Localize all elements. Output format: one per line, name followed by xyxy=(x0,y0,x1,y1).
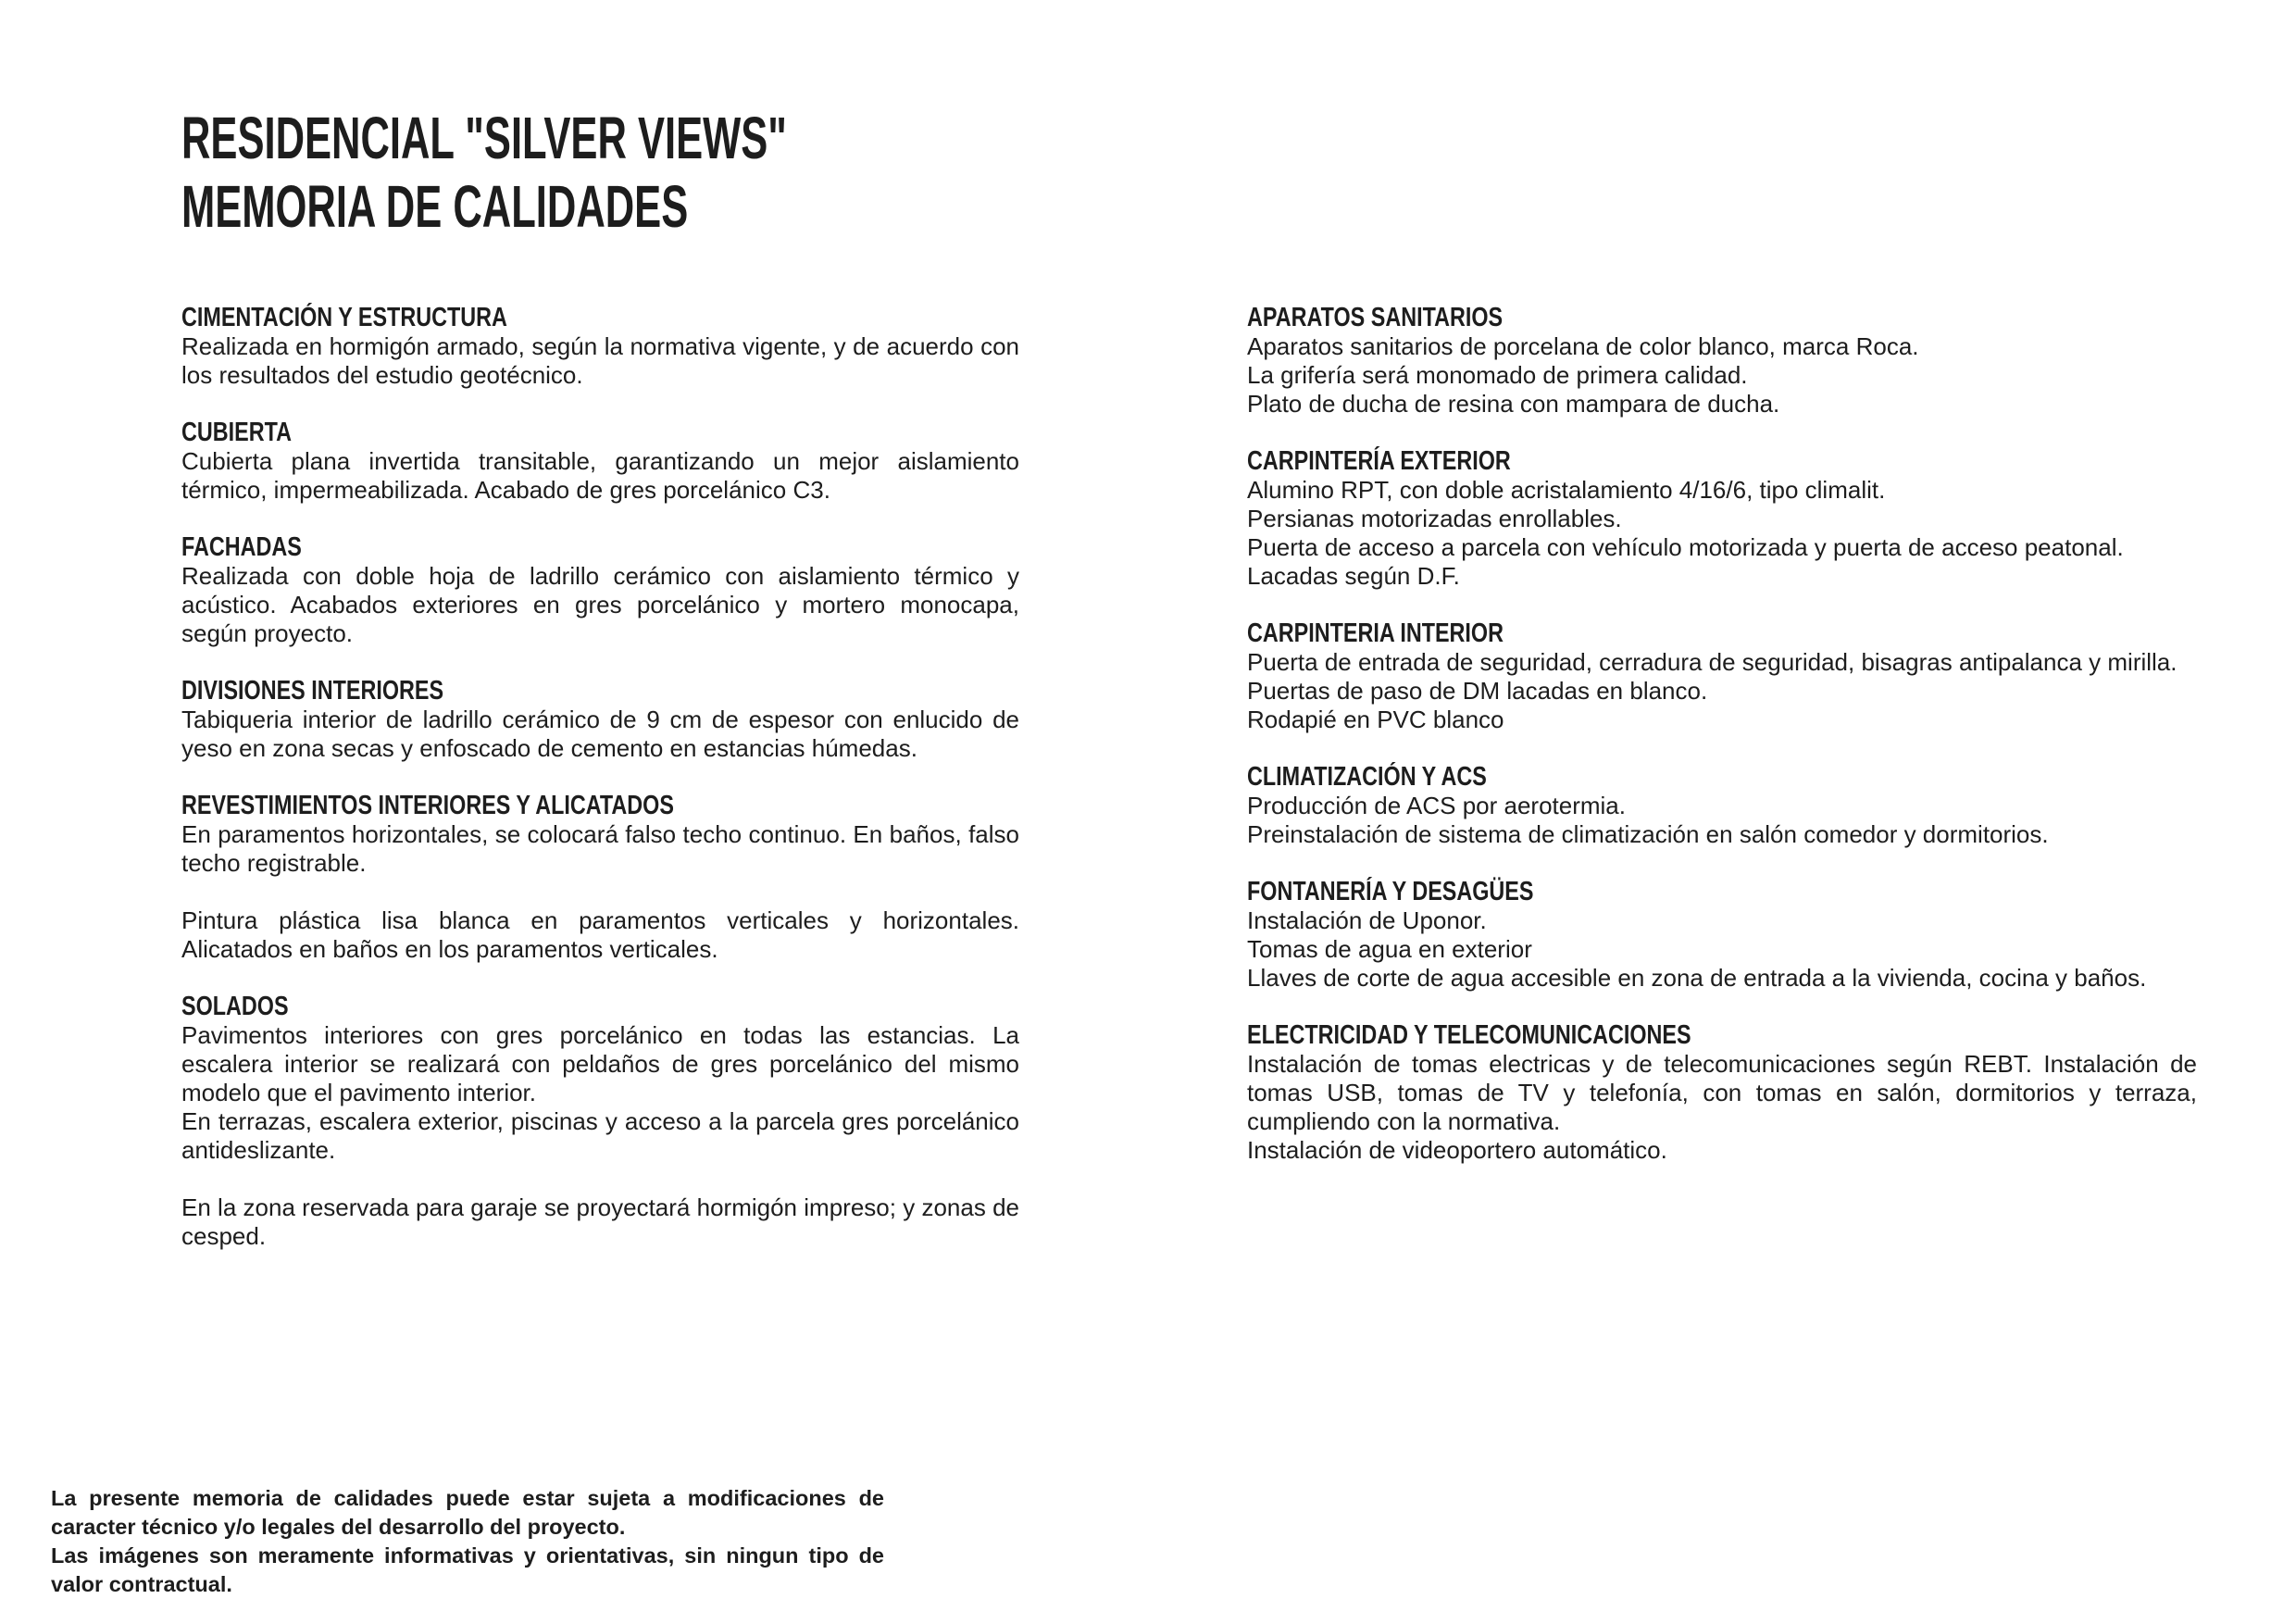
spec-section xyxy=(1247,763,2197,849)
section-heading-text: CUBIERTA xyxy=(181,418,293,447)
spec-section xyxy=(1247,1021,2197,1165)
section-paragraph: Cubierta plana invertida transitable, garantizando un mejor aislamiento térmico, impermeabilizada. Acabado de gres porcelánico C3. xyxy=(181,447,1019,504)
section-heading xyxy=(181,792,1019,820)
section-paragraph: Plato de ducha de resina con mampara de ducha. xyxy=(1247,390,1780,418)
spec-section xyxy=(1247,619,2197,734)
section-paragraph: Instalación de tomas electricas y de telecomunicaciones según REBT. Instalación de tomas USB, tomas de TV y telefonía, con tomas en salón, dormitorios y terraza, cumpliendo con la normativa. xyxy=(1247,1050,2197,1135)
title-line-2 xyxy=(181,172,1072,241)
section-paragraph: La grifería será monomado de primera calidad. xyxy=(1247,361,1748,389)
section-heading xyxy=(1247,447,2197,476)
section-heading-text: APARATOS SANITARIOS xyxy=(1247,303,1504,332)
document-title xyxy=(181,104,1072,241)
section-heading-text: ELECTRICIDAD Y TELECOMUNICACIONES xyxy=(1247,1020,1691,1050)
section-paragraph: En paramentos horizontales, se colocará falso techo continuo. En baños, falso techo registrable. xyxy=(181,820,1019,877)
section-paragraph: Realizada con doble hoja de ladrillo cerámico con aislamiento térmico y acústico. Acabados exteriores en gres porcelánico y mortero monocapa, según proyecto. xyxy=(181,562,1019,647)
section-paragraph: Instalación de Uponor. xyxy=(1247,906,1487,934)
section-paragraph: Tabiqueria interior de ladrillo cerámico de 9 cm de espesor con enlucido de yeso en zona secas y enfoscado de cemento en estancias húmedas. xyxy=(181,706,1019,762)
spec-section xyxy=(181,993,1019,1251)
section-paragraph: En terrazas, escalera exterior, piscinas y acceso a la parcela gres porcelánico antideslizante. xyxy=(181,1107,1019,1164)
section-paragraph: Puerta de acceso a parcela con vehículo motorizada y puerta de acceso peatonal. xyxy=(1247,533,2124,561)
section-heading xyxy=(1247,1021,2197,1050)
section-paragraph: Producción de ACS por aerotermia. xyxy=(1247,792,1626,819)
section-paragraph: Preinstalación de sistema de climatización en salón comedor y dormitorios. xyxy=(1247,820,2049,848)
section-heading xyxy=(1247,304,2197,332)
spec-section xyxy=(181,304,1019,390)
section-heading-text: FONTANERÍA Y DESAGÜES xyxy=(1247,877,1534,906)
footer-paragraph: Las imágenes son meramente informativas y orientativas, sin ningun tipo de valor contractual. xyxy=(51,1543,884,1596)
section-heading-text: FACHADAS xyxy=(181,532,302,562)
section-heading-text: DIVISIONES INTERIORES xyxy=(181,676,444,706)
section-paragraph: Instalación de videoportero automático. xyxy=(1247,1136,1667,1164)
spec-section xyxy=(1247,304,2197,418)
spec-section xyxy=(1247,447,2197,591)
section-paragraph: Puerta de entrada de seguridad, cerradura de seguridad, bisagras antipalanca y mirilla. xyxy=(1247,648,2177,676)
section-heading xyxy=(181,533,1019,562)
paragraph-gap xyxy=(181,1165,1019,1193)
left-column xyxy=(181,304,1019,1280)
section-heading xyxy=(181,677,1019,706)
section-heading xyxy=(181,418,1019,447)
section-paragraph: Rodapié en PVC blanco xyxy=(1247,706,1504,733)
section-heading-text: CARPINTERIA INTERIOR xyxy=(1247,618,1504,648)
spec-section xyxy=(181,418,1019,505)
section-heading xyxy=(181,993,1019,1021)
section-heading xyxy=(1247,763,2197,792)
section-heading-text: CLIMATIZACIÓN Y ACS xyxy=(1247,762,1487,792)
section-heading xyxy=(1247,878,2197,906)
section-heading xyxy=(181,304,1019,332)
right-column xyxy=(1247,304,2197,1193)
paragraph-gap xyxy=(181,878,1019,906)
section-heading-text: CARPINTERÍA EXTERIOR xyxy=(1247,446,1511,476)
section-paragraph: Realizada en hormigón armado, según la normativa vigente, y de acuerdo con los resultados del estudio geotécnico. xyxy=(181,332,1019,389)
title-text: RESIDENCIAL "SILVER VIEWS" xyxy=(181,105,787,171)
footer-disclaimer xyxy=(51,1484,884,1599)
section-heading-text: CIMENTACIÓN Y ESTRUCTURA xyxy=(181,303,507,332)
section-paragraph: Pintura plástica lisa blanca en paramentos verticales y horizontales. Alicatados en baños en los paramentos verticales. xyxy=(181,906,1019,963)
spec-section xyxy=(1247,878,2197,993)
section-paragraph: Persianas motorizadas enrollables. xyxy=(1247,505,1622,532)
section-paragraph: Lacadas según D.F. xyxy=(1247,562,1460,590)
footer-paragraph: La presente memoria de calidades puede estar sujeta a modificaciones de caracter técnico y/o legales del desarrollo del proyecto. xyxy=(51,1486,884,1539)
section-heading xyxy=(1247,619,2197,648)
section-heading-text: REVESTIMIENTOS INTERIORES Y ALICATADOS xyxy=(181,791,674,820)
section-paragraph: Puertas de paso de DM lacadas en blanco. xyxy=(1247,677,1708,705)
spec-section xyxy=(181,677,1019,763)
section-paragraph: En la zona reservada para garaje se proyectará hormigón impreso; y zonas de cesped. xyxy=(181,1193,1019,1250)
section-paragraph: Tomas de agua en exterior xyxy=(1247,935,1532,963)
title-line-1 xyxy=(181,104,1072,172)
section-heading-text: SOLADOS xyxy=(181,992,289,1021)
section-paragraph: Pavimentos interiores con gres porcelánico en todas las estancias. La escalera interior se realizará con peldaños de gres porcelánico del mismo modelo que el pavimento interior. xyxy=(181,1021,1019,1106)
section-paragraph: Llaves de corte de agua accesible en zona de entrada a la vivienda, cocina y baños. xyxy=(1247,964,2147,992)
section-paragraph: Alumino RPT, con doble acristalamiento 4/16/6, tipo climalit. xyxy=(1247,476,1886,504)
spec-section xyxy=(181,533,1019,648)
spec-section xyxy=(181,792,1019,964)
title-text: MEMORIA DE CALIDADES xyxy=(181,173,689,240)
section-paragraph: Aparatos sanitarios de porcelana de color blanco, marca Roca. xyxy=(1247,332,1919,360)
